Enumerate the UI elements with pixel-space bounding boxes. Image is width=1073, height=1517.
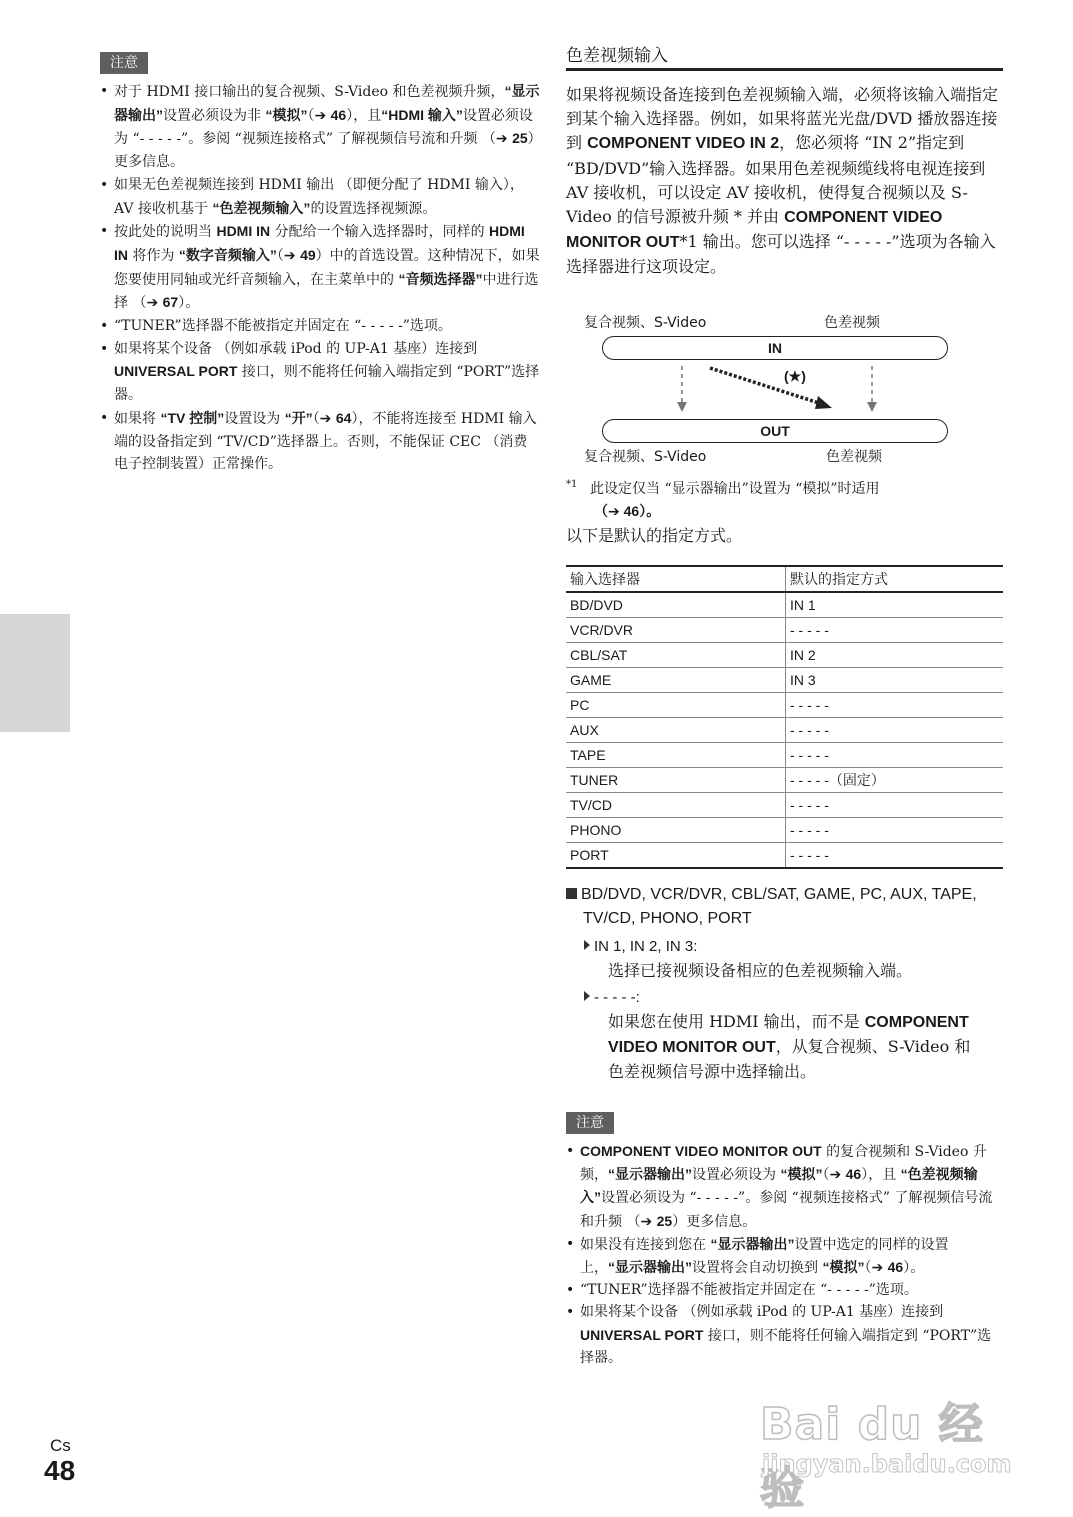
table-row (566, 793, 1003, 818)
table-header-row (566, 566, 1003, 592)
diagram-arrows (566, 308, 1003, 468)
option-none-label: - - - - -: (594, 989, 640, 1006)
options-heading-line1: BD/DVD, VCR/DVR, CBL/SAT, GAME, PC, AUX, TAPE, (581, 886, 977, 903)
square-bullet-icon (566, 888, 577, 899)
note-item: • 如果将某个设备 （例如承载 iPod 的 UP-A1 基座）连接到 UNIVERSAL PORT 接口，则不能将任何输入端指定到 “PORT”选择器。 (100, 338, 540, 407)
table-cell-default: - - - - - (786, 818, 1004, 843)
table-row (566, 643, 1003, 668)
footnote-ref: （➔ 46）。 (594, 503, 661, 519)
section-intro: 如果将视频设备连接到色差视频输入端，必须将该输入端指定到某个输入选择器。例如，如果将蓝光光盘/DVD 播放器连接到 COMPONENT VIDEO IN 2，您必须将 “IN 2”指定到 “BD/DVD”输入选择器。如果用色差视频缆线将电视连接到 AV 接收机，可以设定 AV 接收机，使得复合视频以及 S-Video 的信号源被升频 * 并由 COMPONENT VIDEO MONITOR OUT*1 输出。您可以选择 “- - - - -”选项为各输入选择器进行这项设定。 (566, 85, 999, 277)
table-row (566, 818, 1003, 843)
table-cell-selector: TAPE (566, 743, 786, 768)
option-in-label: IN 1, IN 2, IN 3: (594, 938, 698, 955)
diagram-out-bar: OUT (602, 419, 948, 443)
table-row (566, 618, 1003, 643)
default-assignment-table (566, 565, 1003, 869)
options-heading-line2: TV/CD, PHONO, PORT (583, 910, 752, 927)
table-cell-default: - - - - - (786, 718, 1004, 743)
note-badge-left: 注意 (100, 52, 148, 74)
note-item: • 如果没有连接到您在 “显示器输出”设置中选定的同样的设置上，“显示器输出”设置将会自动切换到 “模拟”（➔ 46）。 (566, 1233, 996, 1279)
footnote-text: 此设定仅当 “显示器输出”设置为 “模拟”时适用 (590, 481, 880, 497)
side-tab (0, 614, 70, 732)
table-cell-selector: TV/CD (566, 793, 786, 818)
table-cell-default: - - - - - (786, 743, 1004, 768)
table-cell-selector: CBL/SAT (566, 643, 786, 668)
table-row (566, 843, 1003, 869)
table-row (566, 718, 1003, 743)
table-cell-selector: GAME (566, 668, 786, 693)
table-cell-default: - - - - - (786, 843, 1004, 869)
table-header-default: 默认的指定方式 (790, 572, 888, 588)
diagram-top-left-label: 复合视频、S-Video (584, 315, 707, 331)
signal-diagram (566, 308, 1003, 468)
table-header-selector: 输入选择器 (566, 566, 786, 592)
right-note-list (566, 1140, 996, 1369)
table-row (566, 668, 1003, 693)
note-item: • “TUNER”选择器不能被指定并固定在 “- - - - -”选项。 (566, 1279, 996, 1301)
table-cell-selector: PORT (566, 843, 786, 869)
section-title: 色差视频输入 (566, 44, 1003, 71)
table-row (566, 768, 1003, 793)
defaults-intro: 以下是默认的指定方式。 (566, 526, 743, 545)
table-cell-default: - - - - -（固定） (786, 768, 1004, 793)
table-cell-default: - - - - - (786, 693, 1004, 718)
table-cell-selector: BD/DVD (566, 592, 786, 618)
triangle-bullet-icon (584, 991, 590, 1001)
triangle-bullet-icon (584, 940, 590, 950)
note-item: • 按此处的说明当 HDMI IN 分配给一个输入选择器时，同样的 HDMI IN 将作为 “数字音频输入”（➔ 49）中的首选设置。这种情况下，如果您要使用同轴或光纤音频输入，在主菜单中的 “音频选择器”中进行选择 （➔ 67）。 (100, 220, 540, 315)
diagram-bottom-right-label: 色差视频 (826, 449, 882, 465)
table-cell-selector: VCR/DVR (566, 618, 786, 643)
footnote-mark: *1 (566, 479, 578, 490)
note-badge-right: 注意 (566, 1112, 614, 1134)
option-in-desc: 选择已接视频设备相应的色差视频输入端。 (608, 961, 913, 980)
table-row (566, 693, 1003, 718)
table-cell-selector: TUNER (566, 768, 786, 793)
note-item: • “TUNER”选择器不能被指定并固定在 “- - - - -”选项。 (100, 315, 540, 338)
note-item: • 对于 HDMI 接口输出的复合视频、S-Video 和色差视频升频，“显示器输出”设置必须设为非 “模拟”（➔ 46），且“HDMI 输入”设置必须设为 “- - - - -”。参阅 “视频连接格式” 了解视频信号流和升频 （➔ 25）更多信息。 (100, 80, 540, 174)
diagram-in-bar: IN (602, 336, 948, 360)
table-cell-default: - - - - - (786, 618, 1004, 643)
table-row (566, 743, 1003, 768)
table-cell-default: IN 2 (786, 643, 1004, 668)
options-heading (566, 883, 1003, 931)
option-in (584, 934, 994, 983)
page-number: 48 (44, 1455, 76, 1486)
footnote (566, 478, 1003, 522)
table-row (566, 592, 1003, 618)
note-item: • 如果将某个设备 （例如承载 iPod 的 UP-A1 基座）连接到 UNIVERSAL PORT 接口，则不能将任何输入端指定到 “PORT”选择器。 (566, 1301, 996, 1369)
diagram-star-mark: (★) (784, 368, 806, 384)
watermark-url: jingyan.baidu.com (762, 1450, 1012, 1478)
table-cell-selector: PC (566, 693, 786, 718)
watermark-brand: Bai du 经验 (760, 1399, 984, 1514)
table-cell-default: IN 1 (786, 592, 1004, 618)
table-cell-default: IN 3 (786, 668, 1004, 693)
diagram-top-right-label: 色差视频 (824, 315, 880, 331)
baidu-watermark (760, 1388, 1020, 1514)
option-none-desc: 如果您在使用 HDMI 输出，而不是 COMPONENT VIDEO MONITOR OUT，从复合视频、S-Video 和色差视频信号源中选择输出。 (608, 1012, 971, 1081)
left-note-list (100, 80, 540, 476)
table-cell-default: - - - - - (786, 793, 1004, 818)
table-cell-selector: AUX (566, 718, 786, 743)
page-language: Cs (50, 1436, 71, 1455)
note-item: • 如果无色差视频连接到 HDMI 输出 （即便分配了 HDMI 输入），AV 接收机基于 “色差视频输入”的设置选择视频源。 (100, 174, 540, 220)
note-item: • 如果将 “TV 控制”设置设为 “开”（➔ 64），不能将连接至 HDMI 输入端的设备指定到 “TV/CD”选择器上。否则，不能保证 CEC （消费电子控制装置）正常操作。 (100, 407, 540, 476)
note-item: • COMPONENT VIDEO MONITOR OUT 的复合视频和 S-Video 升频，“显示器输出”设置必须设为 “模拟”（➔ 46），且 “色差视频输入”设置必须设为 “- - - - -”。参阅 “视频连接格式” 了解视频信号流和升频 （➔ 25）更多信息。 (566, 1140, 996, 1233)
diagram-bottom-left-label: 复合视频、S-Video (584, 449, 707, 465)
option-none (584, 985, 994, 1084)
table-cell-selector: PHONO (566, 818, 786, 843)
